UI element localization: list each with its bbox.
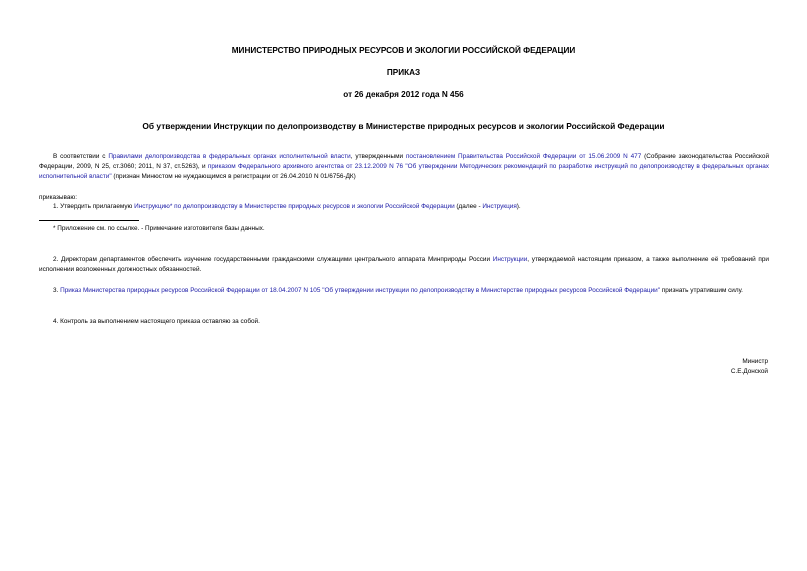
- preamble-paragraph: [39, 152, 769, 182]
- item-1: [39, 202, 769, 212]
- item-text: 3.: [53, 287, 61, 294]
- item-text: ).: [516, 203, 521, 210]
- link-order-105[interactable]: Приказ Министерства природных ресурсов Российской Федерации от 18.04.2007 N 105 "Об утверждении инструкции по делопроизводству в Министерстве природных ресурсов Российской Федерации": [60, 287, 660, 294]
- item-4: 4. Контроль за выполнением настоящего приказа оставляю за собой.: [53, 318, 260, 325]
- footnote-divider: [39, 220, 139, 221]
- doc-subject-title: Об утверждении Инструкции по делопроизводству в Министерстве природных ресурсов и экологии Российской Федерации: [142, 121, 665, 131]
- item-3: [39, 286, 769, 296]
- item-2: [39, 255, 769, 275]
- item-text: (далее -: [454, 203, 483, 210]
- item-text: 1. Утвердить прилагаемую: [53, 203, 135, 210]
- signature-name: С.Е.Донской: [730, 368, 768, 375]
- item-text: , утверждаемой настоящим приказом, а также выполнение её требований при исполнении возложенных должностных обязанностей.: [39, 256, 769, 273]
- preamble-text: , утвержденными: [350, 153, 406, 160]
- signature-position: Министр: [742, 358, 768, 365]
- preamble-text: (Собрание законодательства Российской Федерации, 2009, N 25, ст.3060; 2011, N 37, ст.5263), и: [39, 153, 770, 170]
- link-instruction[interactable]: Инструкция: [482, 203, 517, 210]
- link-rules-of-records[interactable]: Правилами делопроизводства в федеральных органах исполнительной власти: [108, 153, 351, 160]
- preamble-text: (признан Минюстом не нуждающимся в регистрации от 26.04.2010 N 01/6756-ДК): [111, 173, 356, 180]
- link-instruction[interactable]: Инструкцию: [134, 203, 170, 210]
- link-instruction[interactable]: Инструкции: [492, 256, 528, 263]
- item-text: признать утратившим силу.: [660, 287, 743, 294]
- footnote: * Приложение см. по ссылке. - Примечание изготовителя базы данных.: [53, 225, 265, 232]
- link-archive-agency-order[interactable]: приказом Федерального архивного агентства от 23.12.2009 N 76 "Об утверждении Методических рекомендаций по разработке инструкций по делопроизводству в федеральных органах исполнительной власти": [39, 163, 769, 180]
- doc-type-title: ПРИКАЗ: [386, 68, 421, 77]
- preamble-text: В соответствии с: [53, 153, 109, 160]
- item-text: 2. Директорам департаментов обеспечить изучение государственными гражданскими служащими центрального аппарата Минприроды России: [53, 256, 493, 263]
- doc-date-number: от 26 декабря 2012 года N 456: [343, 90, 464, 99]
- order-word: приказываю:: [39, 194, 77, 201]
- item-text: * по делопроизводству в Министерстве природных ресурсов и экологии Российской Федерации: [169, 203, 455, 210]
- ministry-title: МИНИСТЕРСТВО ПРИРОДНЫХ РЕСУРСОВ И ЭКОЛОГИИ РОССИЙСКОЙ ФЕДЕРАЦИИ: [231, 46, 576, 55]
- link-government-decree[interactable]: постановлением Правительства Российской Федерации от 15.06.2009 N 477: [405, 153, 642, 160]
